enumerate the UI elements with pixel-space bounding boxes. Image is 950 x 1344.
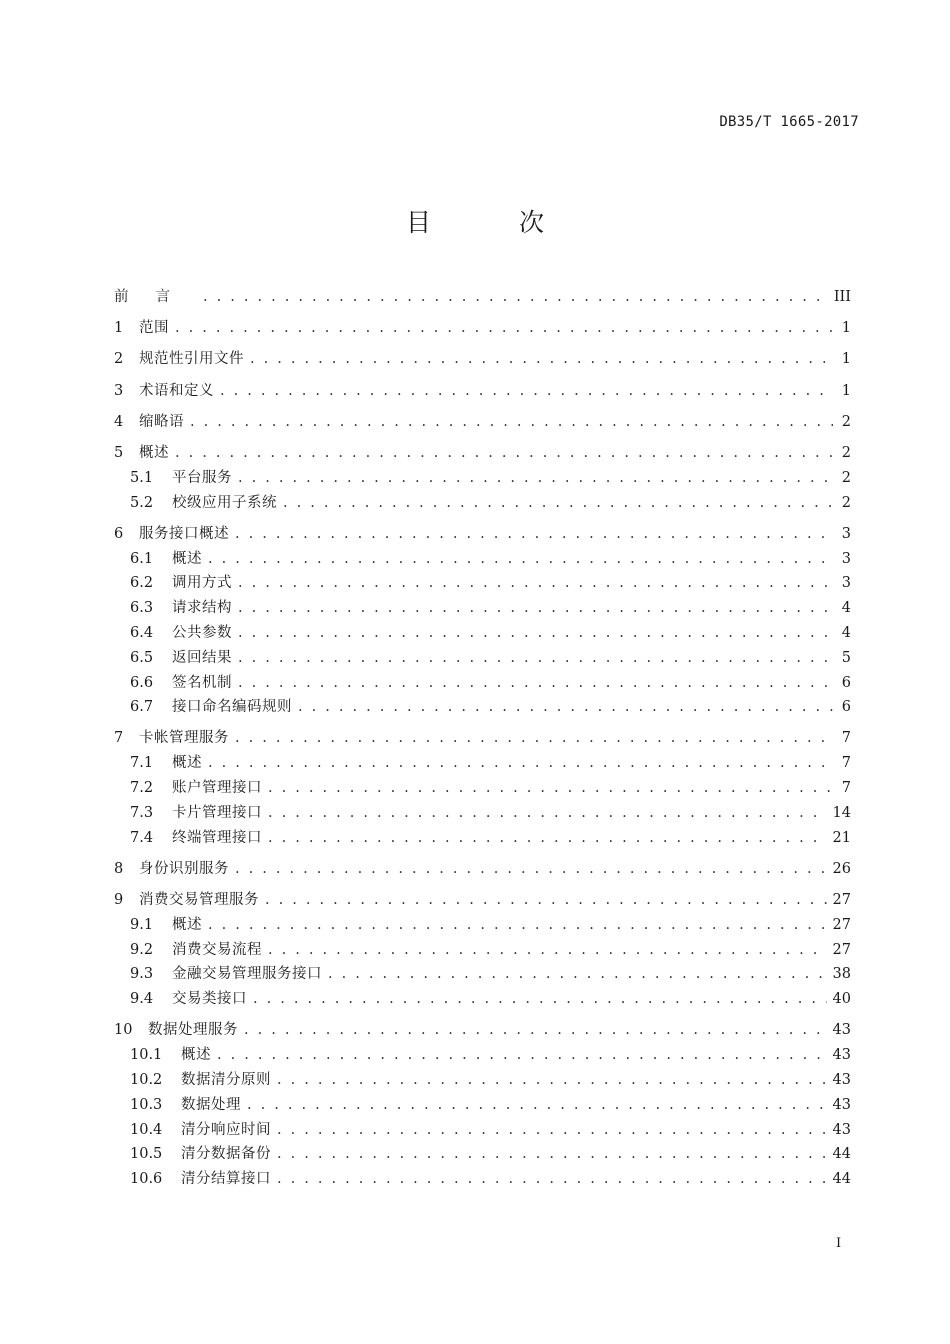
toc-entry-number: 10.1 bbox=[130, 1047, 163, 1064]
toc-entry-label: 服务接口概述 bbox=[139, 525, 229, 542]
toc-leader-dots bbox=[277, 1122, 827, 1138]
toc-entry-label: 接口命名编码规则 bbox=[172, 699, 292, 716]
toc-entry-page: 43 bbox=[832, 1072, 851, 1089]
toc-leader-dots bbox=[328, 966, 827, 982]
toc-entry-number: 6.7 bbox=[130, 699, 154, 716]
toc-entry-page: 27 bbox=[832, 916, 851, 933]
toc-entry[interactable] bbox=[114, 441, 851, 466]
toc-leader-dots bbox=[235, 526, 833, 542]
toc-entry-label: 概述 bbox=[172, 916, 202, 933]
toc-entry[interactable] bbox=[114, 1118, 851, 1143]
toc-leader-dots bbox=[268, 830, 827, 846]
toc-entry[interactable] bbox=[114, 410, 851, 435]
toc-entry-page: 6 bbox=[841, 699, 851, 716]
toc-entry-number: 10 bbox=[114, 1022, 133, 1039]
toc-entry-page: 2 bbox=[841, 469, 851, 486]
toc-entry-label: 范围 bbox=[139, 320, 169, 337]
toc-entry-label: 清分数据备份 bbox=[181, 1146, 271, 1163]
toc-entry-page: 4 bbox=[841, 624, 851, 641]
toc-leader-dots bbox=[238, 470, 833, 486]
toc-entry-number: 7.2 bbox=[130, 780, 154, 797]
toc-entry[interactable] bbox=[114, 379, 851, 404]
toc-entry-label: 返回结果 bbox=[172, 649, 232, 666]
toc-leader-dots bbox=[235, 730, 833, 746]
toc-entry-page: 3 bbox=[841, 575, 851, 592]
toc-entry[interactable] bbox=[114, 1167, 851, 1192]
toc-entry-page: III bbox=[833, 289, 851, 305]
toc-leader-dots bbox=[238, 600, 833, 616]
toc-entry-label: 数据处理 bbox=[181, 1096, 241, 1113]
toc-entry-page: 43 bbox=[832, 1096, 851, 1113]
toc-entry-number: 3 bbox=[114, 382, 124, 399]
toc-entry-number: 9.3 bbox=[130, 966, 154, 983]
toc-leader-dots bbox=[208, 755, 833, 771]
toc-entry-page: 44 bbox=[832, 1171, 851, 1188]
toc-entry[interactable] bbox=[114, 776, 851, 801]
toc-entry-number: 6.3 bbox=[130, 600, 154, 617]
toc-entry[interactable] bbox=[114, 695, 851, 720]
toc-leader-dots bbox=[190, 414, 833, 430]
toc-entry-label: 请求结构 bbox=[172, 600, 232, 617]
page-title: 目 次 bbox=[406, 208, 584, 237]
table-of-contents bbox=[114, 285, 851, 1192]
toc-entry[interactable] bbox=[114, 491, 851, 516]
toc-leader-dots bbox=[238, 650, 833, 666]
toc-entry-label: 规范性引用文件 bbox=[139, 351, 244, 368]
toc-entry-page: 38 bbox=[832, 966, 851, 983]
toc-entry-number: 7.4 bbox=[130, 829, 154, 846]
toc-entry-number: 9.1 bbox=[130, 916, 154, 933]
toc-entry[interactable] bbox=[114, 726, 851, 751]
toc-entry-label: 清分结算接口 bbox=[181, 1171, 271, 1188]
toc-entry[interactable] bbox=[114, 857, 851, 882]
toc-entry-number: 6.6 bbox=[130, 674, 154, 691]
toc-entry-page: 43 bbox=[832, 1022, 851, 1039]
toc-entry-number: 7.3 bbox=[130, 804, 154, 821]
toc-entry-label: 前言 bbox=[114, 289, 197, 305]
toc-entry[interactable] bbox=[114, 316, 851, 341]
toc-entry[interactable] bbox=[114, 596, 851, 621]
toc-leader-dots bbox=[268, 942, 827, 958]
toc-leader-dots bbox=[238, 575, 833, 591]
toc-leader-dots bbox=[277, 1072, 827, 1088]
toc-leader-dots bbox=[298, 699, 833, 715]
page-number: I bbox=[836, 1236, 842, 1251]
toc-entry[interactable] bbox=[114, 671, 851, 696]
toc-entry[interactable] bbox=[114, 801, 851, 826]
toc-leader-dots bbox=[175, 320, 833, 336]
toc-leader-dots bbox=[235, 861, 827, 877]
toc-entry-label: 卡片管理接口 bbox=[172, 804, 262, 821]
toc-entry-page: 44 bbox=[832, 1146, 851, 1163]
toc-entry-page: 1 bbox=[841, 382, 851, 399]
toc-entry-page: 1 bbox=[841, 320, 851, 337]
toc-leader-dots bbox=[268, 805, 827, 821]
toc-entry[interactable] bbox=[114, 962, 851, 987]
toc-entry-number: 7 bbox=[114, 730, 124, 747]
toc-entry-number: 6 bbox=[114, 525, 124, 542]
toc-entry-label: 数据处理服务 bbox=[148, 1022, 238, 1039]
toc-entry-number: 9.4 bbox=[130, 991, 154, 1008]
toc-entry[interactable] bbox=[114, 347, 851, 372]
toc-entry-page: 40 bbox=[832, 991, 851, 1008]
toc-entry-number: 8 bbox=[114, 860, 124, 877]
toc-entry-label: 缩略语 bbox=[139, 413, 184, 430]
toc-entry-label: 术语和定义 bbox=[139, 382, 214, 399]
toc-leader-dots bbox=[208, 917, 827, 933]
toc-entry-page: 7 bbox=[841, 780, 851, 797]
toc-entry[interactable] bbox=[114, 522, 851, 547]
toc-entry-number: 5.1 bbox=[130, 469, 154, 486]
toc-entry-page: 7 bbox=[841, 755, 851, 772]
toc-entry-number: 2 bbox=[114, 351, 124, 368]
toc-entry-number: 10.6 bbox=[130, 1171, 163, 1188]
toc-entry-label: 校级应用子系统 bbox=[172, 494, 277, 511]
toc-entry-label: 金融交易管理服务接口 bbox=[172, 966, 322, 983]
toc-entry[interactable] bbox=[114, 285, 851, 310]
toc-entry[interactable] bbox=[114, 987, 851, 1012]
toc-entry-number: 9 bbox=[114, 892, 124, 909]
toc-entry-label: 调用方式 bbox=[172, 575, 232, 592]
toc-entry-label: 卡帐管理服务 bbox=[139, 730, 229, 747]
toc-entry[interactable] bbox=[114, 1018, 851, 1043]
toc-entry-number: 9.2 bbox=[130, 941, 154, 958]
toc-entry-page: 21 bbox=[832, 829, 851, 846]
toc-entry-label: 消费交易管理服务 bbox=[139, 892, 259, 909]
toc-entry-number: 10.4 bbox=[130, 1121, 163, 1138]
toc-leader-dots bbox=[203, 289, 828, 305]
toc-entry-number: 10.3 bbox=[130, 1096, 163, 1113]
toc-entry-label: 身份识别服务 bbox=[139, 860, 229, 877]
toc-entry-label: 概述 bbox=[172, 550, 202, 567]
toc-leader-dots bbox=[220, 383, 833, 399]
toc-leader-dots bbox=[283, 495, 833, 511]
toc-entry-label: 概述 bbox=[181, 1047, 211, 1064]
toc-entry-label: 清分响应时间 bbox=[181, 1121, 271, 1138]
toc-entry-number: 6.5 bbox=[130, 649, 154, 666]
toc-entry[interactable] bbox=[114, 466, 851, 491]
toc-entry-label: 交易类接口 bbox=[172, 991, 247, 1008]
toc-entry-label: 签名机制 bbox=[172, 674, 232, 691]
toc-entry-label: 概述 bbox=[172, 755, 202, 772]
toc-entry-page: 2 bbox=[841, 494, 851, 511]
toc-entry-number: 6.1 bbox=[130, 550, 154, 567]
toc-entry-label: 公共参数 bbox=[172, 624, 232, 641]
toc-entry-label: 账户管理接口 bbox=[172, 780, 262, 797]
toc-leader-dots bbox=[268, 780, 833, 796]
toc-leader-dots bbox=[265, 892, 827, 908]
toc-entry-page: 7 bbox=[841, 730, 851, 747]
toc-entry-label: 平台服务 bbox=[172, 469, 232, 486]
toc-entry-page: 6 bbox=[841, 674, 851, 691]
toc-leader-dots bbox=[277, 1146, 827, 1162]
toc-leader-dots bbox=[253, 991, 827, 1007]
toc-entry[interactable] bbox=[114, 751, 851, 776]
toc-entry[interactable] bbox=[114, 888, 851, 913]
toc-entry-page: 3 bbox=[841, 525, 851, 542]
toc-entry-page: 2 bbox=[841, 413, 851, 430]
toc-entry[interactable] bbox=[114, 571, 851, 596]
toc-entry-number: 10.5 bbox=[130, 1146, 163, 1163]
toc-entry-page: 3 bbox=[841, 550, 851, 567]
standard-code: DB35/T 1665-2017 bbox=[719, 114, 859, 130]
toc-leader-dots bbox=[208, 551, 833, 567]
toc-entry-number: 5.2 bbox=[130, 494, 154, 511]
toc-entry-label: 数据清分原则 bbox=[181, 1072, 271, 1089]
toc-entry-page: 27 bbox=[832, 892, 851, 909]
toc-entry-page: 2 bbox=[841, 444, 851, 461]
toc-entry-page: 27 bbox=[832, 941, 851, 958]
toc-leader-dots bbox=[244, 1022, 827, 1038]
toc-leader-dots bbox=[247, 1097, 827, 1113]
toc-entry-page: 43 bbox=[832, 1047, 851, 1064]
toc-entry-number: 5 bbox=[114, 444, 124, 461]
toc-leader-dots bbox=[238, 625, 833, 641]
toc-entry[interactable] bbox=[114, 826, 851, 851]
toc-entry-label: 终端管理接口 bbox=[172, 829, 262, 846]
toc-entry-page: 26 bbox=[832, 860, 851, 877]
toc-entry[interactable] bbox=[114, 913, 851, 938]
toc-entry[interactable] bbox=[114, 938, 851, 963]
toc-entry-number: 4 bbox=[114, 413, 124, 430]
toc-leader-dots bbox=[238, 675, 833, 691]
toc-entry[interactable] bbox=[114, 547, 851, 572]
toc-entry-page: 4 bbox=[841, 600, 851, 617]
toc-entry-label: 概述 bbox=[139, 444, 169, 461]
toc-entry-number: 6.2 bbox=[130, 575, 154, 592]
toc-entry-number: 10.2 bbox=[130, 1072, 163, 1089]
toc-entry[interactable] bbox=[114, 1068, 851, 1093]
toc-entry-number: 6.4 bbox=[130, 624, 154, 641]
toc-leader-dots bbox=[250, 351, 833, 367]
toc-entry-page: 1 bbox=[841, 351, 851, 368]
toc-entry[interactable] bbox=[114, 621, 851, 646]
toc-entry-page: 5 bbox=[841, 649, 851, 666]
toc-leader-dots bbox=[175, 445, 833, 461]
toc-entry-number: 7.1 bbox=[130, 755, 154, 772]
toc-entry[interactable] bbox=[114, 646, 851, 671]
toc-entry-page: 14 bbox=[832, 804, 851, 821]
toc-entry-page: 43 bbox=[832, 1121, 851, 1138]
toc-entry-number: 1 bbox=[114, 320, 124, 337]
toc-leader-dots bbox=[217, 1047, 827, 1063]
toc-leader-dots bbox=[277, 1171, 827, 1187]
toc-entry-label: 消费交易流程 bbox=[172, 941, 262, 958]
toc-entry[interactable] bbox=[114, 1142, 851, 1167]
toc-entry[interactable] bbox=[114, 1043, 851, 1068]
toc-entry[interactable] bbox=[114, 1093, 851, 1118]
